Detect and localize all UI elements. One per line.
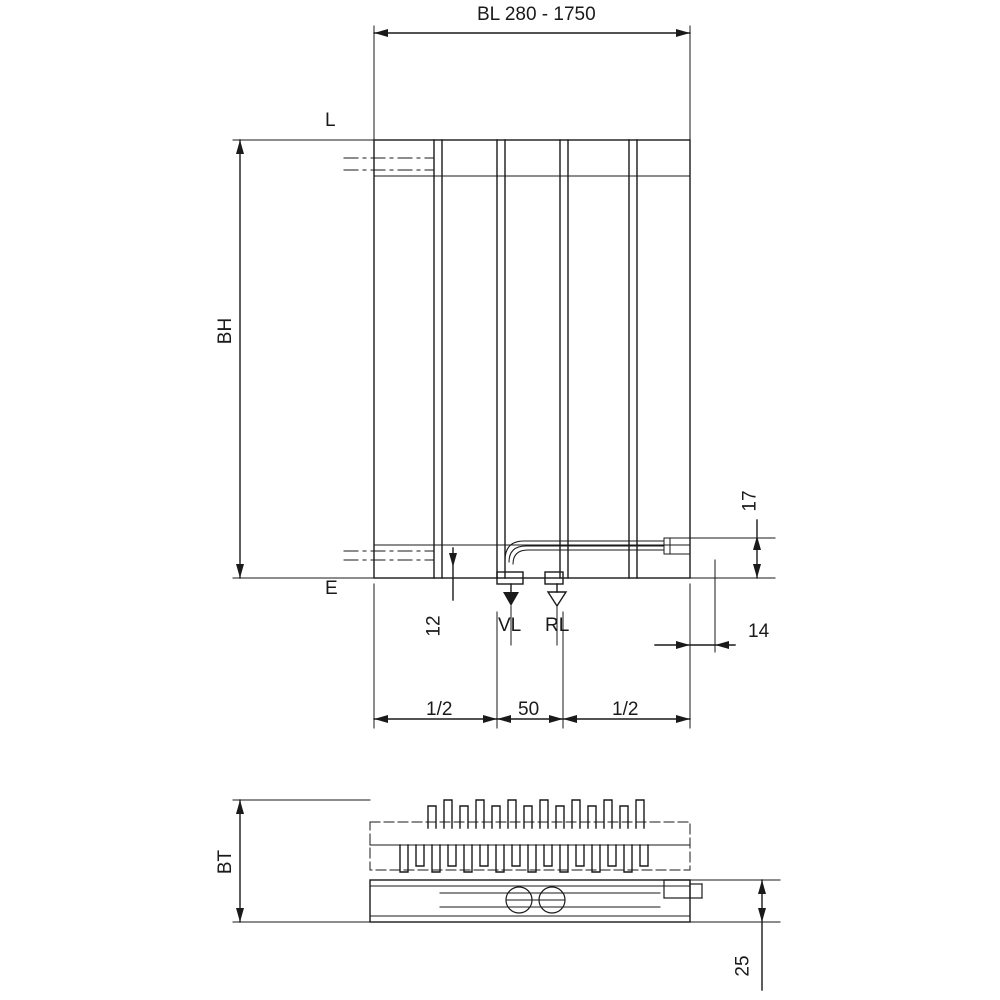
label-l: L [325,110,336,131]
label-half-left: 1/2 [426,699,453,720]
label-bl: BL 280 - 1750 [477,4,596,25]
convector-fins [428,800,644,828]
dimension-14 [655,560,735,652]
centerline-bottom [344,551,434,560]
dimension-17 [690,520,775,578]
dimension-bl-line [374,26,690,140]
centerline-top [344,158,434,170]
label-vl: VL [498,615,522,636]
return-marker-triangle [548,584,566,606]
label-17: 17 [739,490,761,512]
label-e: E [325,578,338,599]
label-bh: BH [215,317,237,345]
label-half-right: 1/2 [612,699,639,720]
label-25: 25 [732,955,754,977]
dimension-12 [449,548,457,600]
internal-pipework [505,538,690,568]
label-50: 50 [518,699,540,720]
side-view [370,800,702,922]
dimension-bt [233,800,370,922]
convector-fins-lower [400,845,648,872]
flow-marker-triangle [503,584,519,606]
front-view-outline [374,140,690,578]
label-rl: RL [545,615,570,636]
label-bt: BT [215,849,237,875]
label-14: 14 [748,621,770,642]
dimension-bh [233,140,374,578]
label-12: 12 [423,615,445,637]
